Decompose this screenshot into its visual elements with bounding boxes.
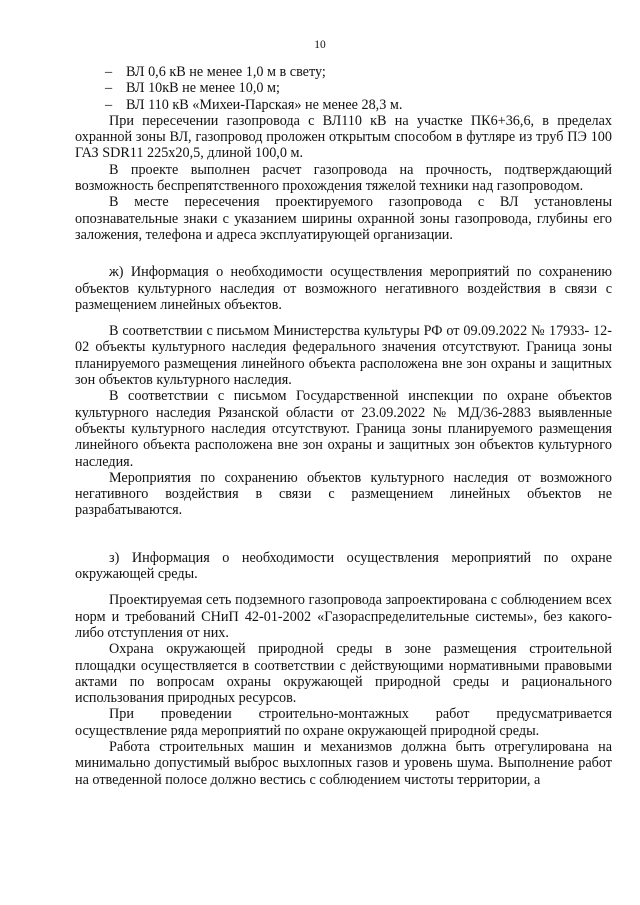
list-item-text: ВЛ 110 кВ «Михеи-Парская» не менее 28,3 м. [126,96,403,113]
section-heading-zh [75,264,612,313]
list-dash: – [105,80,113,97]
list-dash: – [105,96,113,113]
document-body [75,64,612,788]
section-heading-z [75,550,612,583]
paragraph: При проведении строительно-монтажных работ предусматривается осуществление ряда мероприятий по охране окружающей природной среды. [75,706,612,739]
paragraph: Работа строительных машин и механизмов должна быть отрегулирована на минимально допустимый выброс выхлопных газов и уровень шума. Выполнение работ на отведенной полосе должно вестись с соблюдением чистоты территории, а [75,738,612,788]
list-item [75,80,612,96]
paragraph: Проектируемая сеть подземного газопровода запроектирована с соблюдением всех норм и требований СНиП 42-01-2002 «Газораспределительные системы», без какого-либо отступления от них. [75,592,612,641]
paragraph: В соответствии с письмом Министерства культуры РФ от 09.09.2022 № 17933- 12-02 объекты культурного наследия федерального значения отсутствуют. Граница зоны планируемого размещения линейного объекта расположена вне зон охраны и защитных зон объектов культурного наследия. [75,323,612,389]
list-item-text: ВЛ 10кВ не менее 10,0 м; [126,80,280,97]
heading-text: ж) Информация о необходимости осуществления мероприятий по сохранению объектов культурного наследия от возможного негативного воздействия в связи с размещением линейных объектов. [75,264,612,313]
paragraph: В соответствии с письмом Государственной инспекции по охране объектов культурного наследия Рязанской области от 23.09.2022 № МД/36-2883 выявленные объекты культурного наследия отсутствуют. Граница зоны планируемого размещения линейного объекта расположена вне зон охраны и защитных зон объектов культурного наследия. [75,388,612,470]
paragraph: Охрана окружающей природной среды в зоне размещения строительной площадки осуществляется в соответствии с действующими нормативными правовыми актами по вопросам охраны окружающей природной среды и рационального использования природных ресурсов. [75,641,612,707]
paragraph: При пересечении газопровода с ВЛ110 кВ на участке ПК6+36,6, в пределах охранной зоны ВЛ, газопровод проложен открытым способом в футляре из труб ПЭ 100 ГАЗ SDR11 225х20,5, длиной 100,0 м. [75,112,612,162]
page-number: 10 [314,39,326,51]
paragraph: Мероприятия по сохранению объектов культурного наследия от возможного негативного воздействия в связи с размещением линейных объектов не разрабатываются. [75,469,612,519]
list-item [75,64,612,80]
heading-text: з) Информация о необходимости осуществления мероприятий по охране окружающей среды. [75,549,612,583]
paragraph: В месте пересечения проектируемого газопровода с ВЛ установлены опознавательные знаки с указанием ширины охранной зоны газопровода, глубины его заложения, телефона и адреса эксплуатирующей организации. [75,194,612,243]
list-item [75,97,612,113]
list-dash: – [105,64,113,80]
list-item-text: ВЛ 0,6 кВ не менее 1,0 м в свету; [126,64,326,80]
paragraph: В проекте выполнен расчет газопровода на прочность, подтверждающий возможность беспрепятственного прохождения тяжелой техники над газопроводом. [75,161,612,195]
